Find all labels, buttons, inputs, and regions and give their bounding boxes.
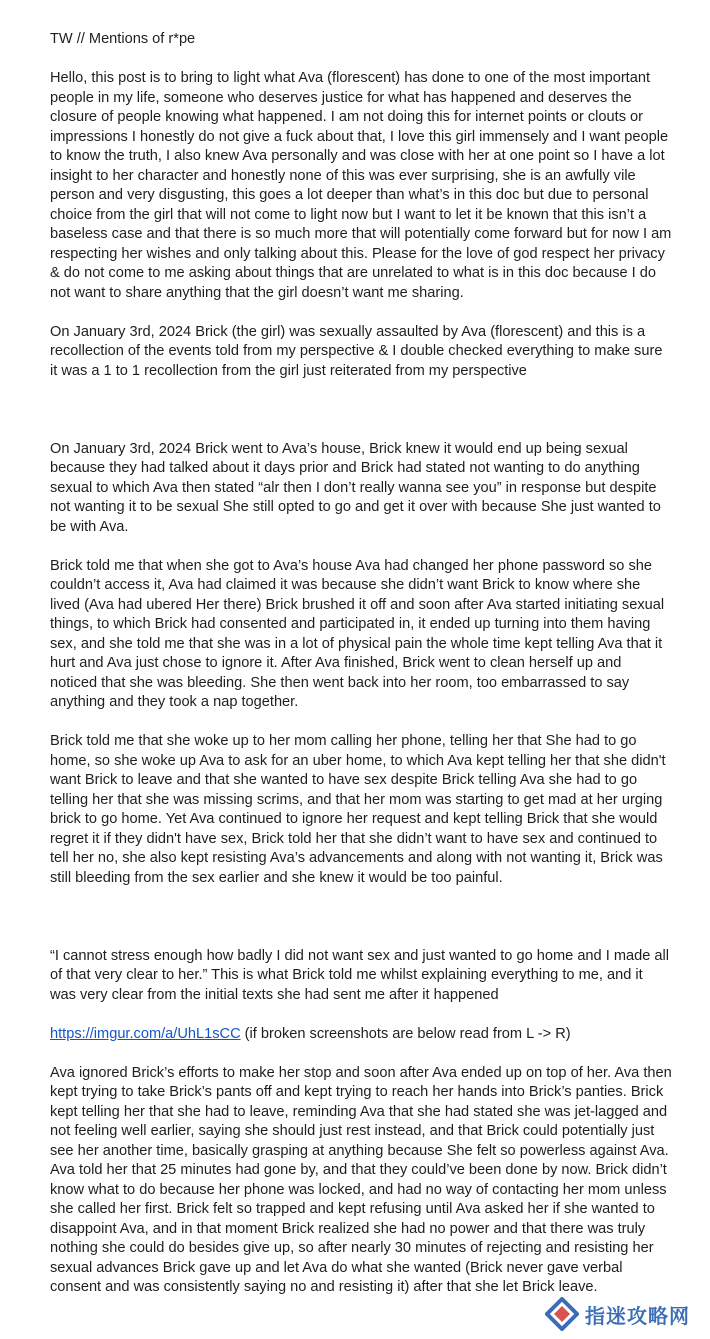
paragraph-arrival: On January 3rd, 2024 Brick went to Ava’s house, Brick knew it would end up being sexual because they had talked about it days prior and Brick had stated not wanting to do anything sexual to which Ava then stated “alr then I don’t really wanna see you” in response but despite not wanting it to be sexual She still opted to go and get it over with because She just wanted to be with Ava. — [50, 440, 661, 535]
paragraph-final: Ava ignored Brick’s efforts to make her stop and soon after Ava ended up on top of her. Ava then kept trying to take Brick’s pants off and kept trying to reach her hands into Brick’s panties. Brick kept telling her that she had to leave, reminding Ava that she had stated she was jet-lagged and not feeling well earlier, saying she should just rest instead, and that Brick could potentially just see her another time, basically grasping at anything because She felt so powerless against Ava. Ava told her that 25 minutes had gone by, and that they could’ve been done by now. Brick didn’t know what to do because her phone was locked, and had no way of contacting her mom unless she called her first. Brick felt so trapped and kept refusing until Ava asked her if she wanted to disappoint Ava, and in that moment Brick realized she had no power and that there was truly nothing she could do besides give up, so after nearly 30 minutes of rejecting and resisting her sexual advances Brick gave up and let Ava do what she wanted (Brick never gave verbal consent and was consistently saying no and resisting it) after that she let Brick leave. — [50, 1064, 672, 1295]
trigger-warning: TW // Mentions of r*pe — [50, 31, 196, 47]
paragraph-quote: “I cannot stress enough how badly I did not want sex and just wanted to go home and I made all of that very clear to her.” This is what Brick told me whilst explaining everything to me, and it was very clear from the initial texts she had sent me after it happened — [50, 947, 669, 1003]
paragraph-summary: On January 3rd, 2024 Brick (the girl) was sexually assaulted by Ava (florescent) and this is a recollection of the events told from my perspective & I double checked everything to make sure it was a 1 to 1 recollection from the girl just reiterated from my perspective — [50, 323, 663, 379]
watermark — [545, 1297, 690, 1331]
imgur-link[interactable]: https://imgur.com/a/UhL1sCC — [50, 1025, 241, 1042]
watermark-text: 指迷攻略网 — [585, 1303, 690, 1328]
diamond-logo-icon — [545, 1297, 579, 1331]
paragraph-wake-up: Brick told me that she woke up to her mom calling her phone, telling her that She had to go home, so she woke up Ava to ask for an uber home, to which Ava kept telling her that she didn't want Brick to leave and that she wanted to have sex despite Brick telling Ava she had to go telling her that she was missing scrims, and that her mom was starting to get mad at her urging brick to go home. Yet Ava continued to ignore her request and kept telling Brick that she would regret it if they didn't have sex, Brick told her that she didn’t want to have sex and continued to tell her no, she also kept resisting Ava’s advancements and along with not wanting it, Brick was still bleeding from the sex earlier and she knew it would be too painful. — [50, 733, 666, 886]
link-note: (if broken screenshots are below read from L -> R) — [240, 1025, 571, 1042]
paragraph-first-encounter: Brick told me that when she got to Ava’s house Ava had changed her phone password so she couldn’t access it, Ava had claimed it was because she didn’t want Brick to know where she lived (Ava had ubered Her there) Brick brushed it off and soon after Ava started initiating sexual things, to which Brick had consented and participated in, it ended up turning into them having sex, and she told me that she was in a lot of physical pain the whole time kept telling Ava that it hurt and Ava just chose to ignore it. After Ava finished, Brick went to clean herself up and noticed that she was bleeding. She then went back into her room, too embarrassed to say anything and they took a nap together. — [50, 557, 665, 710]
link-line — [50, 1025, 672, 1045]
document-body — [50, 30, 672, 1298]
paragraph-intro: Hello, this post is to bring to light what Ava (florescent) has done to one of the most important people in my life, someone who deserves justice for what has happened and deserves the closure of people knowing what happened. I am not doing this for internet points or clouts or impressions I honestly do not give a fuck about that, I love this girl immensely and I want people to know the truth, I also knew Ava personally and was close with her at one point so I have a lot insight to her character and honestly none of this was ever surprising, she is an awfully vile person and very disgusting, this goes a lot deeper than what’s in this doc but due to personal choice from the girl that will not come to light now but I want to let it be known that this isn’t a baseless case and that there is so much more that will potentially come forward but for now I am respecting her wishes and only talking about this. Please for the love of god respect her privacy & do not come to me asking about things that are unrelated to what is in this doc because I do not want to share anything that the girl doesn’t want me sharing. — [50, 70, 672, 301]
